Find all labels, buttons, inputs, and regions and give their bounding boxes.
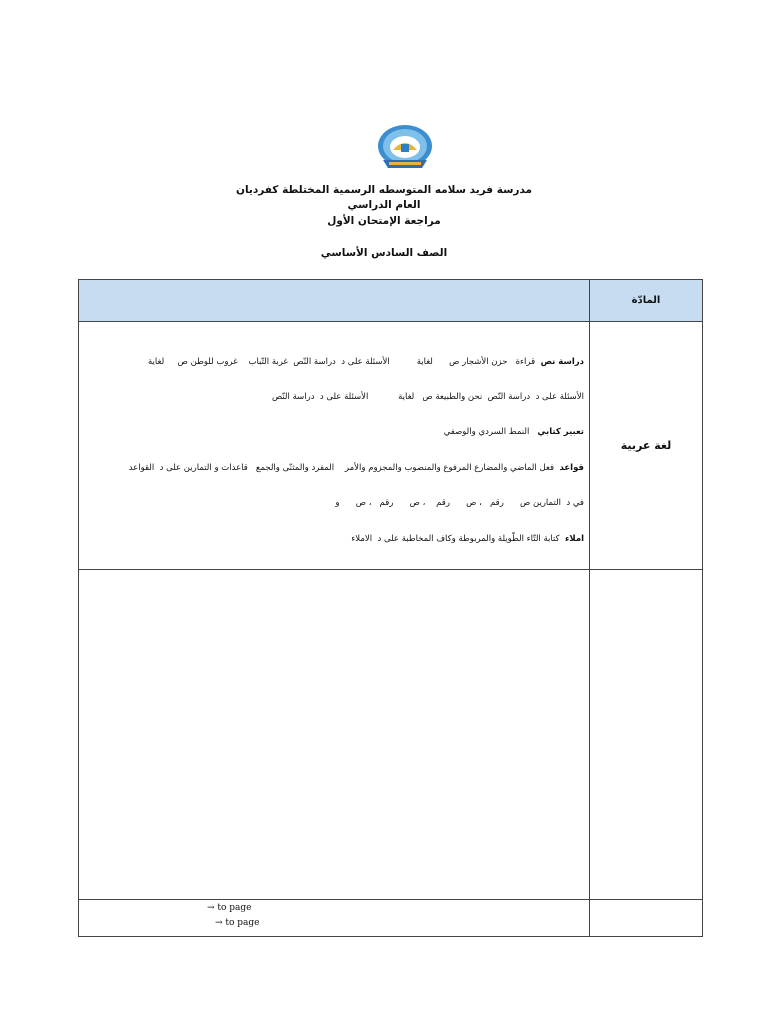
section-text: قراءة حزن الأشجار ص لغاية الأسئلة على د دراسة النّص غربة التّباب غروب للوطن ص لغاية xyxy=(147,356,541,367)
section-text: الأسئلة على د دراسة النّص نحن والطبيعة ص لغاية الأسئلة على د دراسة النّص xyxy=(271,391,584,402)
section-label: املاء xyxy=(565,533,584,544)
section-text: في د التمارين ص رقم ، ص رقم ، ص رقم ، ص و xyxy=(335,498,584,509)
empty-subject-cell xyxy=(590,569,703,899)
content-line xyxy=(83,534,584,546)
school-logo xyxy=(375,122,435,172)
section-label: دراسة نص xyxy=(540,356,584,367)
footer-links-cell xyxy=(79,899,590,936)
content-line xyxy=(83,392,584,404)
content-lines xyxy=(79,322,589,569)
subject-name: لغة عربية xyxy=(590,322,703,570)
section-label: قواعد xyxy=(559,462,584,473)
content-line xyxy=(83,463,584,475)
section-text: كتابة التّاء الطّويلة والمربوطة وكاف المخاطبة على د الاملاء xyxy=(351,533,566,544)
academic-year: العام الدراسي xyxy=(347,199,421,211)
footer-subject-cell xyxy=(590,899,703,936)
review-table xyxy=(78,279,703,937)
section-label: تعبير كتابي xyxy=(537,427,584,438)
content-line xyxy=(83,357,584,369)
page-link[interactable]: → to page xyxy=(207,902,252,913)
subject-header: المادّة xyxy=(590,280,703,322)
review-title: مراجعة الإمتحان الأول xyxy=(327,215,441,227)
content-line xyxy=(83,427,584,439)
content-line xyxy=(83,498,584,510)
class-title: الصف السادس الأساسي xyxy=(320,247,448,259)
empty-content-cell xyxy=(79,569,590,899)
header-content-cell xyxy=(79,280,590,322)
school-name: مدرسة فريد سلامه المتوسطه الرسمية المختلطة كفرديان xyxy=(235,184,533,196)
section-text: النمط السردي والوصفي xyxy=(443,427,538,438)
content-cell xyxy=(79,322,590,570)
page-link[interactable]: → to page xyxy=(215,917,260,928)
section-text: فعل الماضي والمضارع المرفوع والمنصوب والمجزوم والأمر المفرد والمثنّى والجمع قاعدات و التمارين على د القواعد xyxy=(128,462,560,473)
